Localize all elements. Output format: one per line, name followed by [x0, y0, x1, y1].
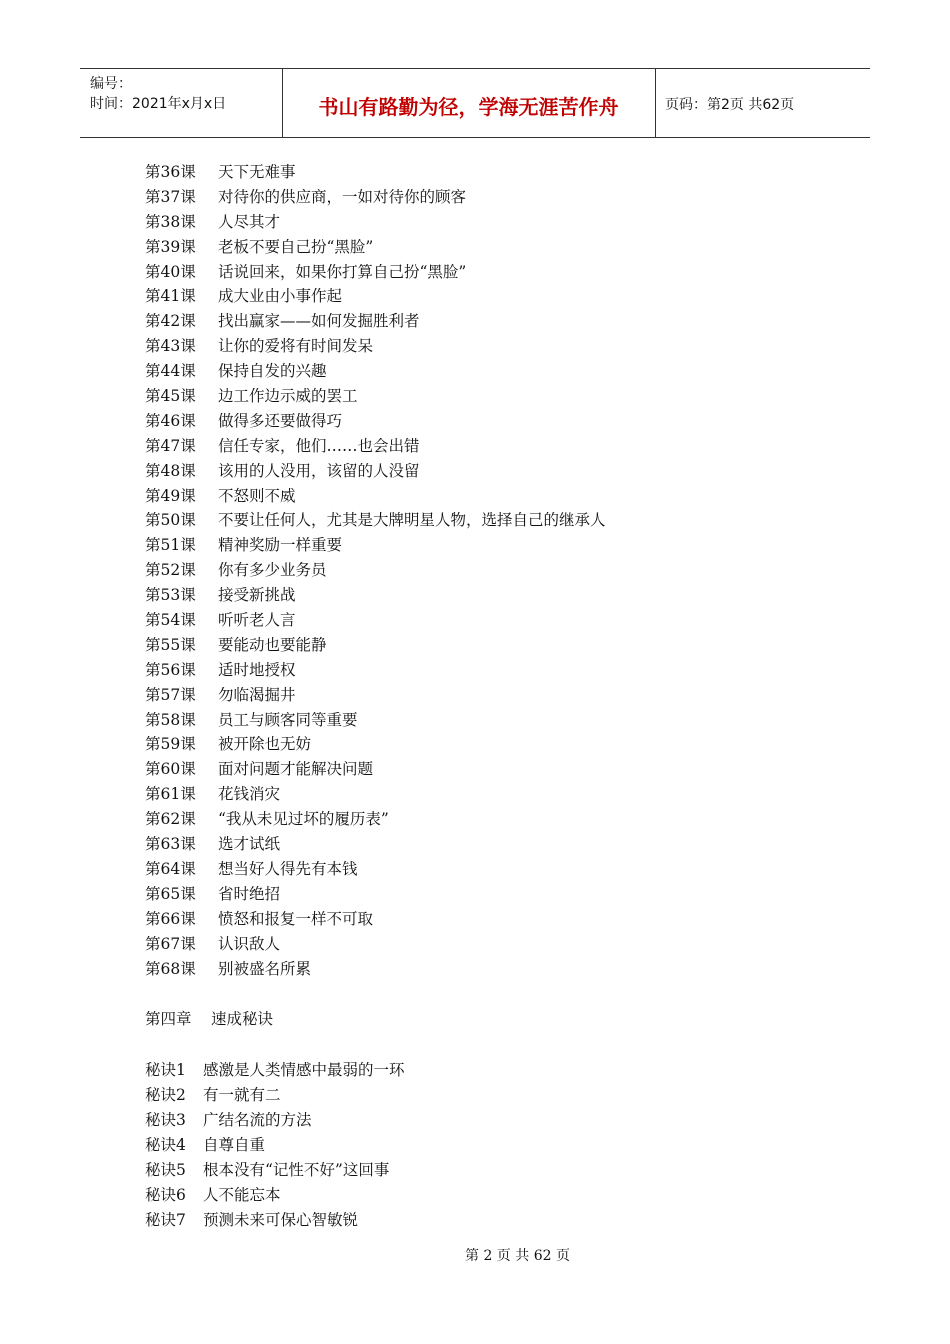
list-item: [145, 583, 865, 608]
header-motto-cell: [282, 69, 656, 137]
item-number: 第59课: [145, 735, 196, 754]
list-item: [145, 882, 865, 907]
item-title: 人不能忘本: [203, 1185, 281, 1204]
item-number: 第67课: [145, 934, 196, 953]
item-number: 秘诀1: [145, 1061, 186, 1080]
item-title: 该用的人没用，该留的人没留: [218, 461, 420, 480]
time-label: 时间：2021年x月x日: [90, 96, 227, 112]
item-number: 第42课: [145, 312, 196, 331]
item-number: 秘诀2: [145, 1086, 186, 1105]
item-number: 第64课: [145, 859, 196, 878]
item-title: 愤怒和报复一样不可取: [218, 909, 374, 928]
item-number: 第39课: [145, 237, 196, 256]
item-title: 被开除也无妨: [218, 735, 312, 754]
list-item: [145, 260, 865, 285]
item-number: 第36课: [145, 163, 196, 181]
item-title: 想当好人得先有本钱: [218, 859, 358, 878]
item-number: 秘诀6: [145, 1185, 186, 1204]
item-title: 面对问题才能解决问题: [218, 760, 374, 779]
item-number: 第60课: [145, 760, 196, 779]
item-title: 精神奖励一样重要: [218, 536, 343, 555]
item-number: 第65课: [145, 884, 196, 903]
item-title: 不怒则不威: [218, 486, 296, 505]
list-item: [145, 932, 865, 957]
motto-text: 书山有路勤为径，学海无涯苦作舟: [318, 95, 619, 119]
item-title: 省时绝招: [218, 884, 281, 903]
item-number: 第51课: [145, 536, 196, 555]
item-title: 勿临渴掘井: [218, 685, 296, 704]
item-number: 第48课: [145, 461, 196, 480]
list-item: [145, 683, 865, 708]
item-title: 做得多还要做得巧: [218, 411, 343, 430]
item-title: 适时地授权: [218, 660, 296, 679]
list-item: [145, 235, 865, 260]
list-item: [145, 857, 865, 882]
list-item: [145, 309, 865, 334]
item-title: 花钱消灾: [218, 785, 281, 804]
item-number: 第41课: [145, 287, 196, 306]
list-item: [145, 533, 865, 558]
item-title: 天下无难事: [218, 163, 296, 181]
item-number: 第43课: [145, 337, 196, 356]
item-title: 成大业由小事作起: [218, 287, 343, 306]
item-number: 第50课: [145, 511, 196, 530]
item-title: 根本没有“记性不好”这回事: [203, 1160, 390, 1179]
item-number: 第44课: [145, 362, 196, 381]
list-item: [145, 284, 865, 309]
item-title: 老板不要自己扮“黑脸”: [218, 237, 374, 256]
item-number: 第57课: [145, 685, 196, 704]
item-title: 人尽其才: [218, 212, 281, 231]
list-item: [145, 1183, 865, 1208]
item-title: 接受新挑战: [218, 586, 296, 605]
list-item: [145, 658, 865, 683]
item-title: 选才试纸: [218, 835, 281, 854]
list-item: [145, 334, 865, 359]
list-item: [145, 508, 865, 533]
item-number: 秘诀3: [145, 1111, 186, 1130]
list-item: [145, 832, 865, 857]
list-item: [145, 185, 865, 210]
item-title: 听听老人言: [218, 611, 296, 630]
list-item: [145, 757, 865, 782]
item-title: “我从未见过坏的履历表”: [218, 810, 389, 829]
item-number: 第38课: [145, 212, 196, 231]
item-title: 要能动也要能静: [218, 635, 327, 654]
list-item: [145, 732, 865, 757]
list-item: [145, 782, 865, 807]
item-number: 第55课: [145, 635, 196, 654]
page-header: [80, 68, 870, 138]
list-item: [145, 484, 865, 509]
list-item: [145, 1208, 865, 1233]
list-item: [145, 608, 865, 633]
item-number: 第45课: [145, 387, 196, 406]
item-number: 第68课: [145, 959, 196, 978]
item-title: 你有多少业务员: [218, 561, 327, 580]
list-item: [145, 907, 865, 932]
list-item: [145, 633, 865, 658]
item-title: 广结名流的方法: [203, 1111, 312, 1130]
item-number: 秘诀4: [145, 1135, 186, 1154]
number-label: 编号：: [90, 76, 132, 92]
item-title: 保持自发的兴趣: [218, 362, 327, 381]
item-number: 第54课: [145, 611, 196, 630]
item-number: 第53课: [145, 586, 196, 605]
table-of-contents: [145, 160, 865, 1233]
list-item: [145, 1108, 865, 1133]
item-number: 第63课: [145, 835, 196, 854]
item-title: 边工作边示威的罢工: [218, 387, 358, 406]
item-number: 第66课: [145, 909, 196, 928]
lesson-list: [145, 160, 865, 981]
item-number: 第52课: [145, 561, 196, 580]
item-number: 第62课: [145, 810, 196, 829]
list-item: [145, 957, 865, 982]
chapter-heading: [145, 1007, 865, 1032]
item-title: 有一就有二: [203, 1086, 281, 1105]
list-item: [145, 1158, 865, 1183]
item-title: 信任专家，他们……也会出错: [218, 436, 420, 455]
list-item: [145, 807, 865, 832]
page-footer: 第 2 页 共 62 页: [465, 1248, 570, 1264]
item-number: 第37课: [145, 187, 196, 206]
list-item: [145, 359, 865, 384]
item-number: 第58课: [145, 710, 196, 729]
item-title: 感激是人类情感中最弱的一环: [203, 1061, 405, 1080]
item-number: 第40课: [145, 262, 196, 281]
item-title: 话说回来，如果你打算自己扮“黑脸”: [218, 262, 467, 281]
item-number: 第46课: [145, 411, 196, 430]
list-item: [145, 459, 865, 484]
item-number: 秘诀7: [145, 1210, 186, 1229]
header-info-cell: [80, 69, 283, 137]
secret-list: [145, 1058, 865, 1232]
page-info: 页码：第2页 共62页: [665, 97, 795, 113]
header-page-cell: [655, 69, 870, 137]
item-title: 不要让任何人，尤其是大牌明星人物，选择自己的继承人: [218, 511, 606, 530]
item-number: 第49课: [145, 486, 196, 505]
list-item: [145, 160, 865, 185]
item-title: 让你的爱将有时间发呆: [218, 337, 374, 356]
list-item: [145, 708, 865, 733]
list-item: [145, 1058, 865, 1083]
item-title: 别被盛名所累: [218, 959, 312, 978]
item-title: 员工与顾客同等重要: [218, 710, 358, 729]
list-item: [145, 434, 865, 459]
item-number: 第61课: [145, 785, 196, 804]
item-number: 秘诀5: [145, 1160, 186, 1179]
chapter-number: 第四章: [145, 1010, 192, 1029]
item-title: 自尊自重: [203, 1135, 266, 1154]
list-item: [145, 1133, 865, 1158]
list-item: [145, 210, 865, 235]
item-number: 第56课: [145, 660, 196, 679]
item-title: 对待你的供应商，一如对待你的顾客: [218, 187, 467, 206]
item-title: 找出赢家——如何发掘胜利者: [218, 312, 420, 331]
list-item: [145, 384, 865, 409]
item-number: 第47课: [145, 436, 196, 455]
chapter-title: 速成秘诀: [211, 1010, 274, 1029]
list-item: [145, 558, 865, 583]
item-title: 预测未来可保心智敏锐: [203, 1210, 359, 1229]
list-item: [145, 1083, 865, 1108]
item-title: 认识敌人: [218, 934, 281, 953]
list-item: [145, 409, 865, 434]
